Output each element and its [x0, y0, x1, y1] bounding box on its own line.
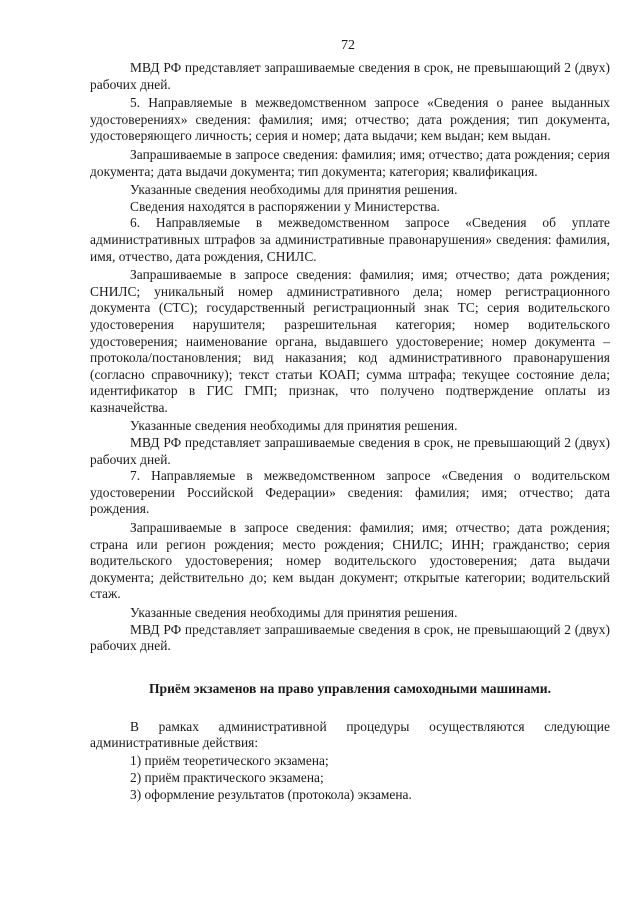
- paragraph-item-5: 5. Направляемые в межведомственном запросе «Сведения о ранее выданных удостоверениях» сведения: фамилия; имя; отчество; дата рождения; тип документа, удостоверяющего личность; серия и номер; дата выдачи; кем выдан; кем выдан.: [90, 95, 610, 144]
- paragraph-ministry: Сведения находятся в распоряжении у Министерства.: [130, 198, 440, 214]
- paragraph-item-6: 6. Направляемые в межведомственном запросе «Сведения об уплате административных штрафов за административные правонарушения» сведения: фамилия, имя, отчество, дата рождения, СНИЛС.: [90, 215, 610, 264]
- paragraph-mvd-term-1: МВД РФ представляет запрашиваемые сведения в срок, не превышающий 2 (двух) рабочих дней.: [90, 60, 610, 92]
- page-number: 72: [341, 38, 355, 53]
- paragraph-requested-info-2: Запрашиваемые в запросе сведения: фамилия; имя; отчество; дата рождения; СНИЛС; уникальный номер административного дела; номер регистрационного документа (СТС); государственный регистрационный знак ТС; серия водительского удостоверения нарушителя; разрешительная категория; номер водительского удостоверения; наименование органа, выдавшего удостоверение; номер документа – протокола/постановления; вид наказания; код административного правонарушения (согласно справочнику); текст статьи КОАП; сумма штрафа; текущее состояние дела; идентификатор в ГИС ГМП; признак, что получено подтверждение оплаты из казначейства.: [90, 267, 610, 415]
- paragraph-mvd-term-2: МВД РФ представляет запрашиваемые сведения в срок, не превышающий 2 (двух) рабочих дней.: [90, 435, 610, 467]
- list-item-action-2: 2) приём практического экзамена;: [130, 769, 324, 785]
- paragraph-requested-info-1: Запрашиваемые в запросе сведения: фамилия; имя; отчество; дата рождения; серия документа; дата выдачи документа; тип документа; категория; квалификация.: [90, 146, 610, 179]
- paragraph-requested-info-3: Запрашиваемые в запросе сведения: фамилия; имя; отчество; дата рождения; страна или регион рождения; место рождения; СНИЛС; ИНН; гражданство; серия водительского удостоверения; номер водительского удостоверения; дата выдачи документа; действительно до; кем выдан документ; открытые категории; водительский стаж.: [90, 520, 610, 602]
- list-item-action-3: 3) оформление результатов (протокола) экзамена.: [130, 786, 412, 802]
- paragraph-item-7: 7. Направляемые в межведомственном запросе «Сведения о водительском удостоверении Российской Федерации» сведения: фамилия; имя; отчество; дата рождения.: [90, 468, 610, 517]
- paragraph-mvd-term-3: МВД РФ представляет запрашиваемые сведения в срок, не превышающий 2 (двух) рабочих дней.: [90, 621, 610, 654]
- list-item-action-1: 1) приём теоретического экзамена;: [130, 752, 329, 768]
- paragraph-decision-3: Указанные сведения необходимы для принятия решения.: [130, 605, 458, 620]
- paragraph-intro: В рамках административной процедуры осуществляются следующие административные действия:: [90, 718, 610, 751]
- section-heading: Приём экзаменов на право управления самоходными машинами.: [148, 680, 552, 696]
- paragraph-decision-1: Указанные сведения необходимы для принятия решения.: [130, 182, 458, 198]
- paragraph-decision-2: Указанные сведения необходимы для принятия решения.: [130, 418, 458, 434]
